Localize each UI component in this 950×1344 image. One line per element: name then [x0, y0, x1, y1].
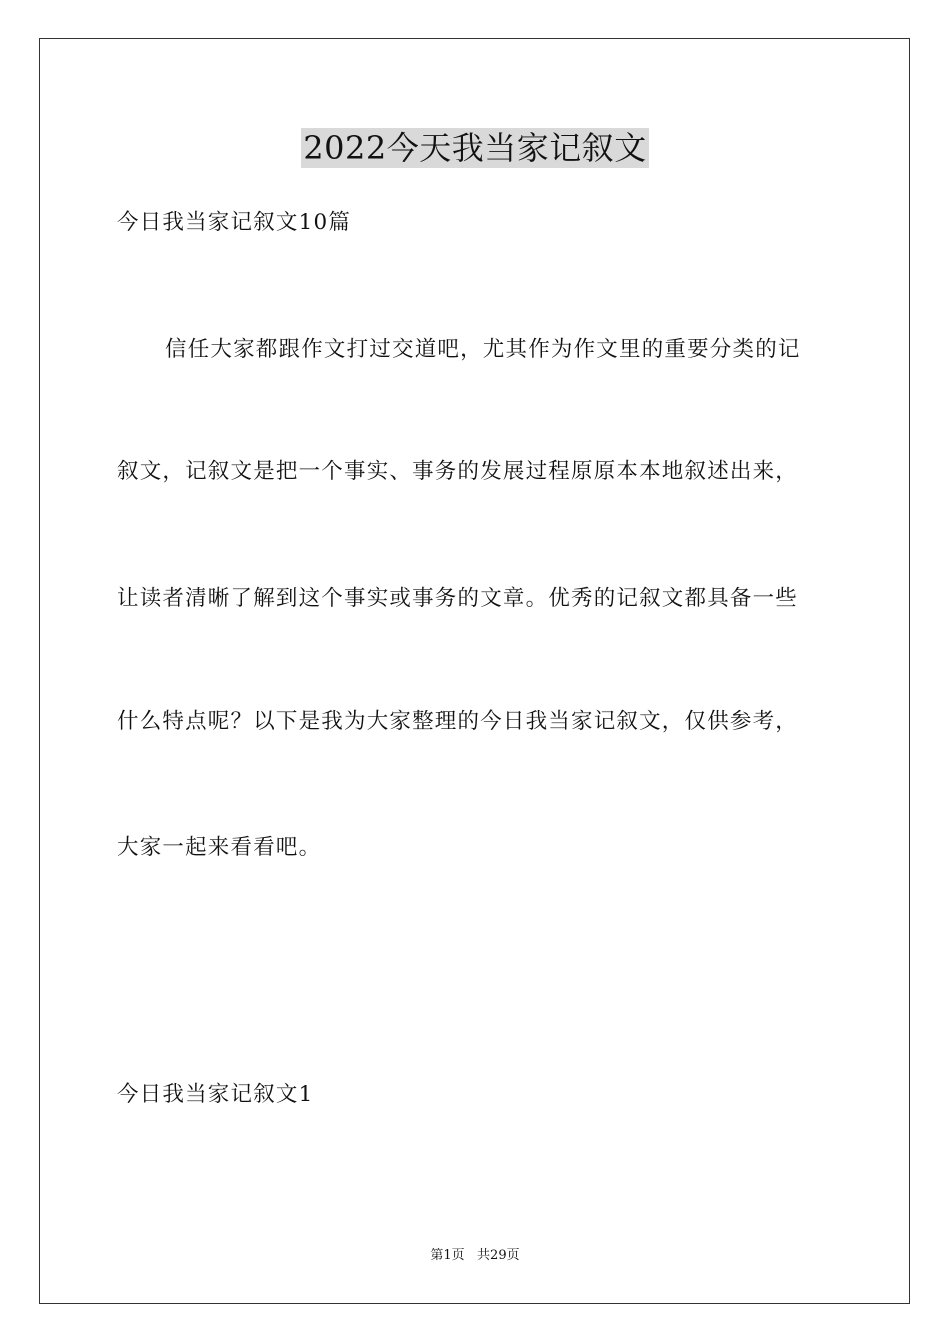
paragraph-line-5: 大家一起来看看吧。 — [117, 835, 322, 860]
paragraph-line-1: 信任大家都跟作文打过交道吧，尤其作为作文里的重要分类的记 — [165, 337, 801, 362]
section-heading: 今日我当家记叙文1 — [117, 1082, 314, 1107]
page-number-footer: 第1页 共29页 — [430, 1248, 520, 1263]
paragraph-line-3: 让读者清晰了解到这个事实或事务的文章。优秀的记叙文都具备一些 — [117, 586, 799, 611]
paragraph-line-2: 叙文，记叙文是把一个事实、事务的发展过程原原本本地叙述出来， — [117, 459, 799, 484]
paragraph-line-4: 什么特点呢？以下是我为大家整理的今日我当家记叙文，仅供参考， — [117, 709, 799, 734]
title-container — [0, 128, 950, 168]
document-subtitle: 今日我当家记叙文10篇 — [117, 210, 352, 235]
document-title: 2022今天我当家记叙文 — [303, 129, 647, 167]
